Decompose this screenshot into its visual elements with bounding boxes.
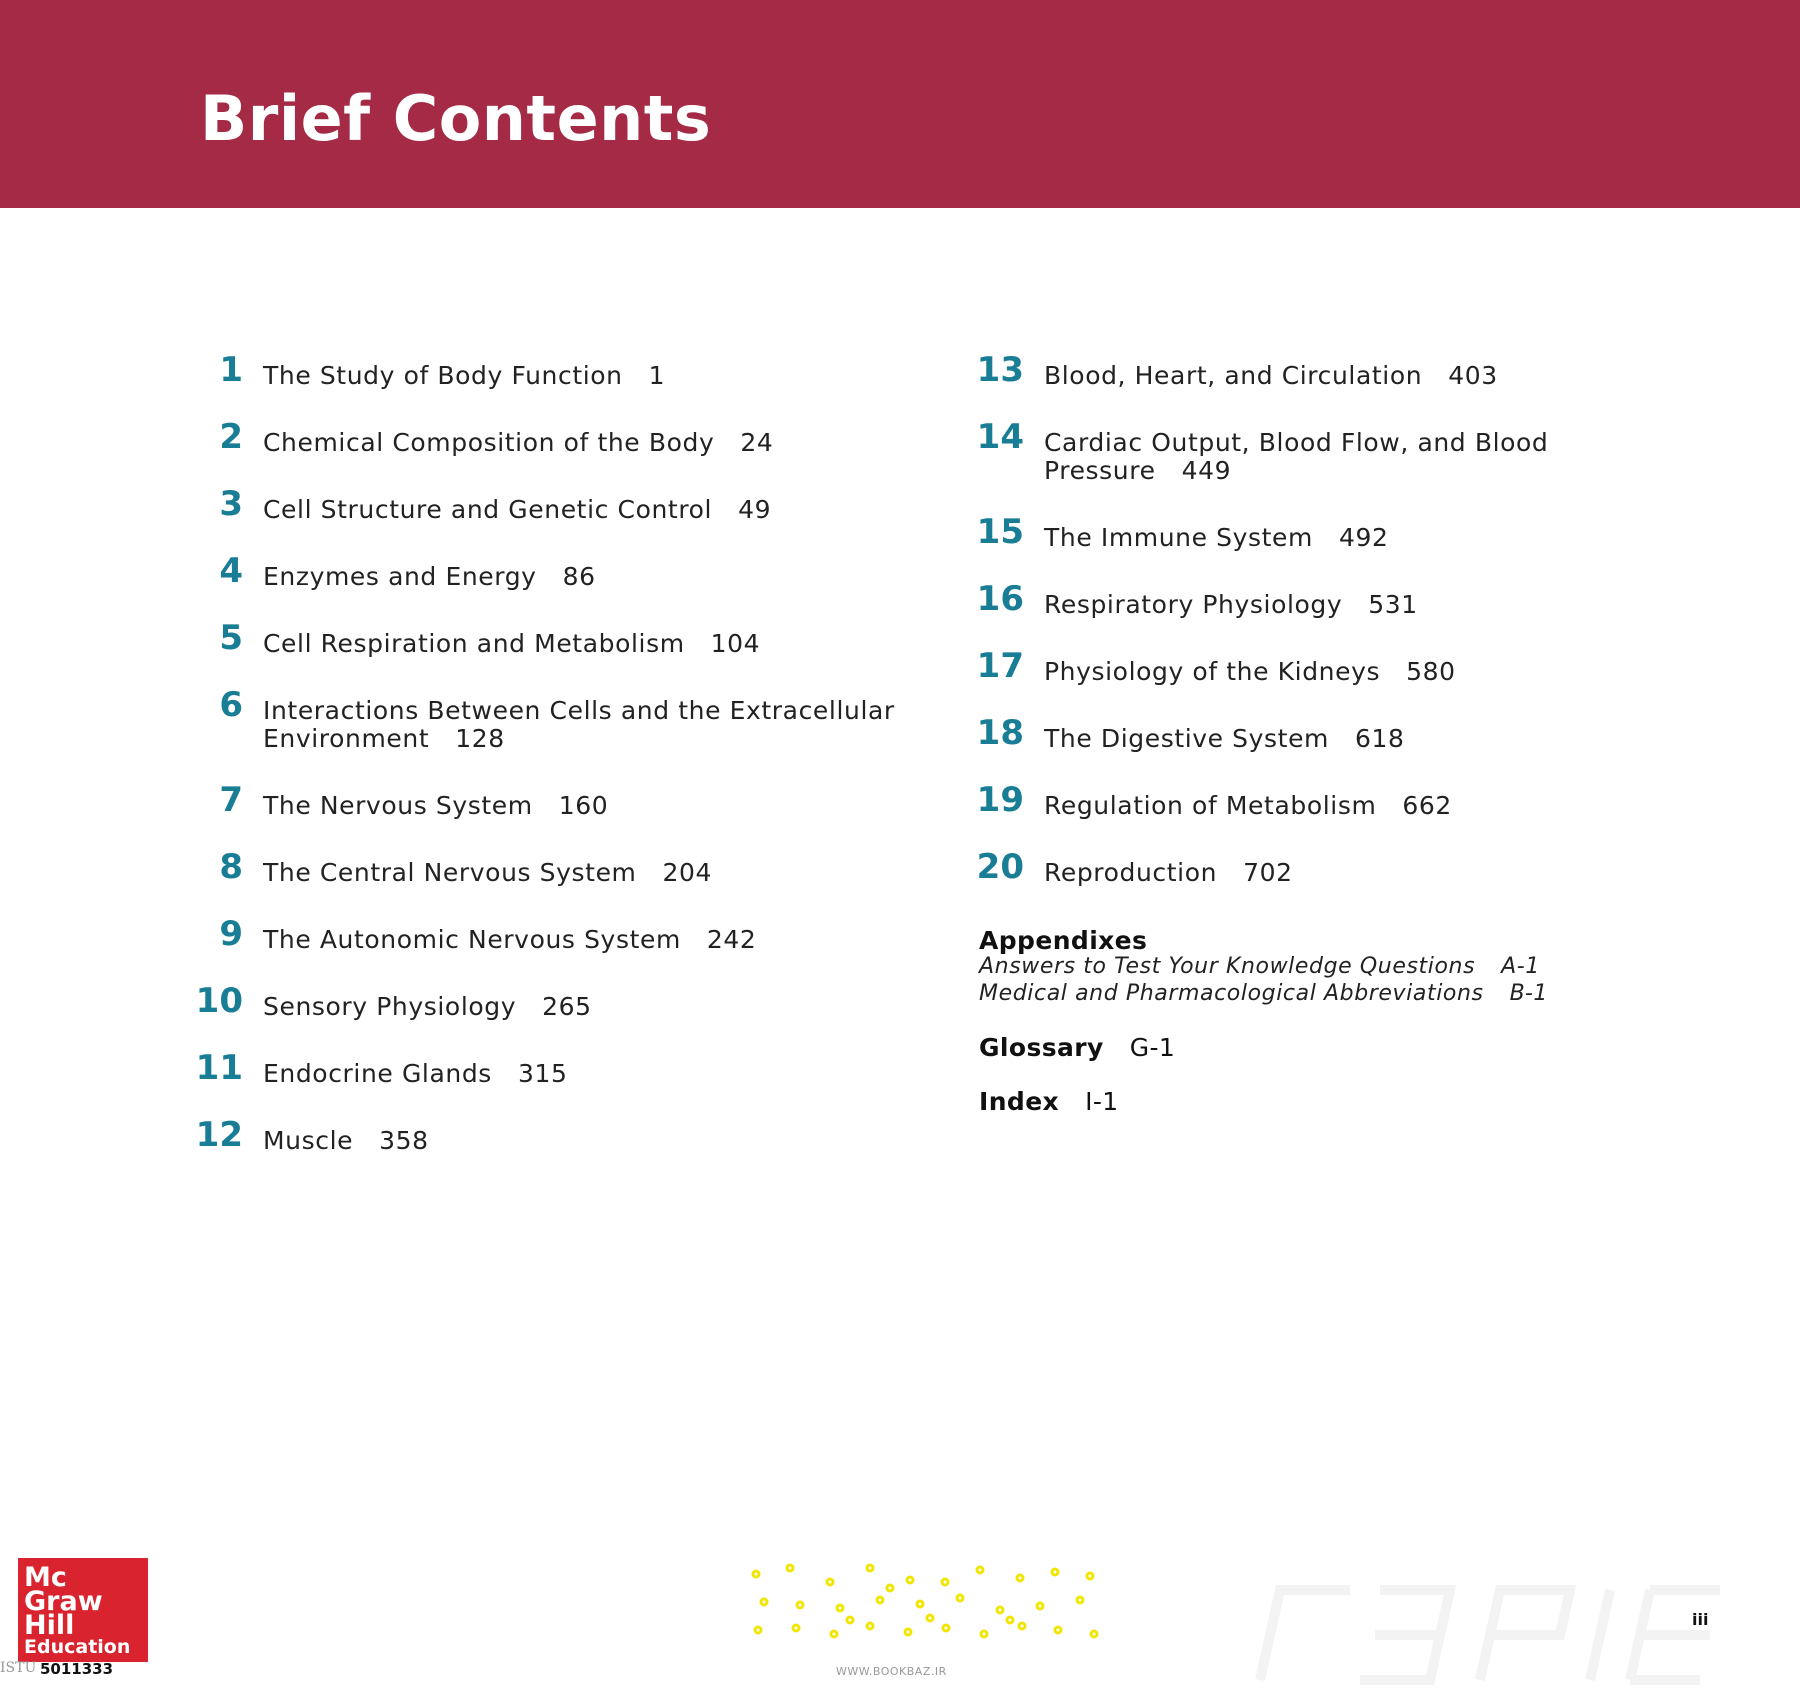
appendixes-heading: Appendixes — [979, 926, 1148, 955]
chapter-number: 12 — [195, 1115, 243, 1155]
chapter-number: 10 — [195, 981, 243, 1021]
appendix-page: B-1 — [1509, 981, 1549, 1006]
chapter-number: 11 — [195, 1048, 243, 1088]
chapter-number: 18 — [976, 713, 1024, 753]
index-entry[interactable]: Index I-1 — [979, 1087, 1119, 1116]
publisher-logo: Mc Graw Hill Education — [18, 1558, 148, 1662]
chapter-page: 24 — [740, 428, 774, 457]
chapter-title: Cell Structure and Genetic Control 49 — [263, 495, 772, 524]
chapter-number: 17 — [976, 646, 1024, 686]
appendix-page: A-1 — [1501, 954, 1540, 979]
chapter-title: Endocrine Glands 315 — [263, 1059, 568, 1088]
header-banner — [0, 0, 1800, 208]
chapter-number: 5 — [219, 618, 243, 658]
chapter-title: Reproduction 702 — [1044, 858, 1293, 887]
chapter-page: 449 — [1181, 456, 1232, 485]
chapter-page: 86 — [562, 562, 596, 591]
chapter-number: 13 — [976, 350, 1024, 390]
chapter-page: 702 — [1243, 858, 1293, 887]
chapter-page: 358 — [379, 1126, 429, 1155]
chapter-title: The Study of Body Function 1 — [263, 361, 666, 390]
chapter-number: 3 — [219, 484, 243, 524]
chapter-page: 204 — [662, 858, 713, 887]
logo-code: 5011333 — [40, 1660, 114, 1678]
chapter-title: Blood, Heart, and Circulation 403 — [1044, 361, 1498, 390]
page-number: iii — [1692, 1610, 1709, 1629]
chapter-title: The Nervous System 160 — [263, 791, 609, 820]
chapter-page: 618 — [1355, 724, 1405, 753]
chapter-number: 1 — [219, 350, 243, 390]
chapter-number: 14 — [976, 417, 1024, 457]
chapter-title: Regulation of Metabolism 662 — [1044, 791, 1452, 820]
glossary-page: G-1 — [1129, 1033, 1176, 1062]
chapter-number: 7 — [219, 780, 243, 820]
chapter-number: 2 — [219, 417, 243, 457]
chapter-page: 492 — [1338, 523, 1389, 552]
chapter-page: 49 — [738, 495, 772, 524]
page-title: Brief Contents — [200, 82, 712, 155]
chapter-title: The Autonomic Nervous System 242 — [263, 925, 757, 954]
chapter-number: 19 — [976, 780, 1024, 820]
chapter-title: Interactions Between Cells and the Extracellular Environment 128 — [263, 696, 895, 753]
chapter-title: Sensory Physiology 265 — [263, 992, 592, 1021]
chapter-title: Muscle 358 — [263, 1126, 429, 1155]
chapter-number: 8 — [219, 847, 243, 887]
chapter-page: 531 — [1368, 590, 1418, 619]
chapter-page: 242 — [706, 925, 757, 954]
chapter-number: 20 — [976, 847, 1024, 887]
chapter-page: 1 — [648, 361, 666, 390]
chapter-number: 16 — [976, 579, 1024, 619]
chapter-page: 403 — [1448, 361, 1498, 390]
chapter-title: The Immune System 492 — [1044, 523, 1389, 552]
chapter-title: The Central Nervous System 204 — [263, 858, 713, 887]
faint-watermark — [1240, 1580, 1780, 1700]
logo-prefix-text: ISTU — [0, 1660, 37, 1676]
chapter-title: Physiology of the Kidneys 580 — [1044, 657, 1456, 686]
chapter-page: 580 — [1406, 657, 1456, 686]
chapter-title: Chemical Composition of the Body 24 — [263, 428, 774, 457]
chapter-number: 6 — [219, 685, 243, 725]
chapter-page: 128 — [455, 724, 505, 753]
appendix-item[interactable]: Medical and Pharmacological Abbreviations B-1 — [979, 981, 1549, 1006]
chapter-number: 9 — [219, 914, 243, 954]
chapter-page: 265 — [542, 992, 592, 1021]
chapter-title: The Digestive System 618 — [1044, 724, 1405, 753]
index-page: I-1 — [1085, 1087, 1119, 1116]
chapter-page: 104 — [710, 629, 761, 658]
chapter-title: Respiratory Physiology 531 — [1044, 590, 1418, 619]
chapter-title: Cardiac Output, Blood Flow, and Blood Pressure 449 — [1044, 428, 1549, 485]
chapter-number: 15 — [976, 512, 1024, 552]
appendix-item[interactable]: Answers to Test Your Knowledge Questions A-1 — [979, 954, 1540, 979]
decorative-dots — [740, 1530, 1140, 1650]
glossary-entry[interactable]: Glossary G-1 — [979, 1033, 1176, 1062]
chapter-page: 315 — [517, 1059, 568, 1088]
website-watermark: WWW.BOOKBAZ.IR — [836, 1665, 947, 1678]
chapter-title: Cell Respiration and Metabolism 104 — [263, 629, 761, 658]
chapter-page: 662 — [1402, 791, 1452, 820]
chapter-page: 160 — [558, 791, 609, 820]
chapter-title: Enzymes and Energy 86 — [263, 562, 596, 591]
chapter-number: 4 — [219, 551, 243, 591]
